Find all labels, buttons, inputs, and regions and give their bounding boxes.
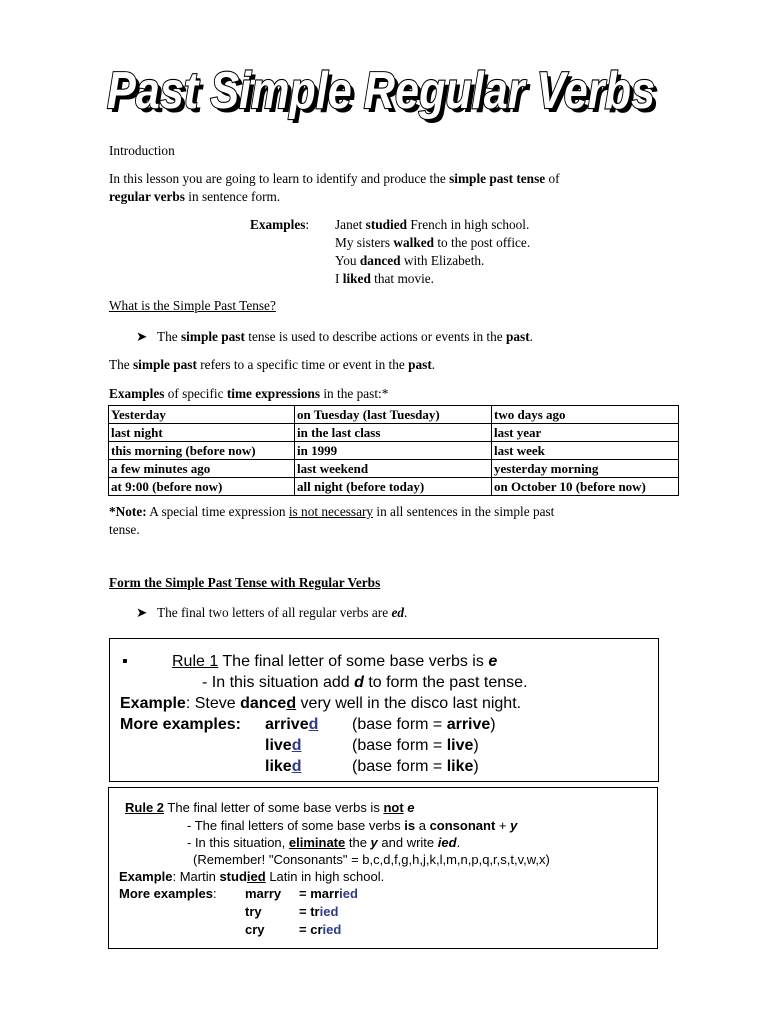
example-sentence: My sisters walked to the post office.: [335, 235, 531, 250]
example-sentence: Janet studied French in high school.: [335, 217, 530, 232]
rule-2-item-result: = tried: [299, 904, 339, 919]
intro-line-2: regular verbs in sentence form.: [109, 189, 281, 204]
table-cell: last year: [492, 424, 679, 442]
table-row: [109, 478, 679, 496]
table-cell: in the last class: [295, 424, 492, 442]
note: *Note: A special time expression is not necessary in all sentences in the simple past tense.: [109, 504, 555, 537]
form-heading: Form the Simple Past Tense with Regular Verbs: [109, 575, 381, 590]
table-cell: on Tuesday (last Tuesday): [295, 406, 492, 424]
table-cell: last night: [109, 424, 295, 442]
rule-2-item-base: try: [245, 904, 262, 919]
example-sentence: You danced with Elizabeth.: [335, 253, 485, 268]
rule-2-remember: (Remember! "Consonants" = b,c,d,f,g,h,j,k,l,m,n,p,q,r,s,t,v,w,x): [193, 852, 550, 867]
rule-2-example: Example: Martin studied Latin in high school.: [119, 869, 385, 884]
rule-2-item-result: = married: [299, 886, 358, 901]
arrow-bullet-icon: ➤: [136, 329, 148, 344]
examples-label: Examples:: [250, 217, 310, 232]
table-cell: yesterday morning: [492, 460, 679, 478]
rule-1-label: Rule 1: [172, 653, 219, 670]
form-bullet-text: The final two letters of all regular verbs are ed.: [157, 605, 408, 620]
rule-1-item: lived: [265, 737, 302, 754]
rule-2-item-result: = cried: [299, 922, 342, 937]
examples-list: [335, 216, 530, 288]
title-graphic: [105, 60, 665, 124]
rule-1-base: (base form = like): [352, 758, 479, 775]
note-label: *Note:: [109, 504, 147, 519]
title-shadow: Past Simple Regular Verbs: [111, 66, 659, 124]
rule-2-box: [108, 787, 658, 949]
square-bullet-icon: ▪: [122, 653, 128, 670]
intro-paragraph: [109, 170, 669, 206]
rule-1-box: [109, 638, 659, 782]
table-caption: Examples of specific time expressions in the past:*: [109, 386, 389, 401]
rule-1-item: arrived: [265, 716, 319, 733]
rule-2-more-label: More examples:: [119, 886, 217, 901]
rule-2-item-base: marry: [245, 886, 282, 901]
rule-2-line: Rule 2 The final letter of some base verbs is not e: [125, 800, 415, 815]
rule-1-example: Example: Steve danced very well in the disco last night.: [120, 695, 522, 712]
rule-2-item-base: cry: [245, 922, 265, 937]
table-cell: in 1999: [295, 442, 492, 460]
rule-1-base: (base form = arrive): [352, 716, 496, 733]
intro-line-1: In this lesson you are going to learn to identify and produce the simple past tense of: [109, 171, 560, 186]
what-heading: What is the Simple Past Tense?: [109, 298, 276, 313]
rule-2-eliminate-line: - In this situation, eliminate the y and write ied.: [187, 835, 461, 850]
refers-text: The simple past refers to a specific time or event in the past.: [109, 357, 436, 372]
table-cell: Yesterday: [109, 406, 295, 424]
example-sentence: I liked that movie.: [335, 271, 435, 286]
table-cell: on October 10 (before now): [492, 478, 679, 496]
rule-1-base: (base form = live): [352, 737, 479, 754]
rule-1-instruction: - In this situation add d to form the past tense.: [202, 674, 528, 691]
table-cell: at 9:00 (before now): [109, 478, 295, 496]
table-row: [109, 406, 679, 424]
table-row: [109, 442, 679, 460]
table-cell: two days ago: [492, 406, 679, 424]
table-cell: last week: [492, 442, 679, 460]
table-cell: this morning (before now): [109, 442, 295, 460]
table-row: [109, 460, 679, 478]
arrow-bullet-icon: ➤: [136, 605, 148, 620]
what-bullet-text: The simple past tense is used to describe actions or events in the past.: [157, 329, 533, 344]
rule-2-consonant-line: - The final letters of some base verbs is a consonant + y: [187, 818, 518, 833]
rule-1-item: liked: [265, 758, 302, 775]
table-cell: a few minutes ago: [109, 460, 295, 478]
time-expressions-table: [108, 405, 679, 496]
intro-heading: Introduction: [109, 143, 175, 158]
table-row: [109, 424, 679, 442]
title-text: Past Simple Regular Verbs: [107, 62, 655, 120]
rule-2-label: Rule 2: [125, 800, 165, 815]
table-cell: last weekend: [295, 460, 492, 478]
rule-1-more-label: More examples:: [120, 716, 241, 733]
rule-1-line: Rule 1 The final letter of some base verbs is e: [172, 653, 498, 670]
table-cell: all night (before today): [295, 478, 492, 496]
page-title: [105, 60, 665, 124]
